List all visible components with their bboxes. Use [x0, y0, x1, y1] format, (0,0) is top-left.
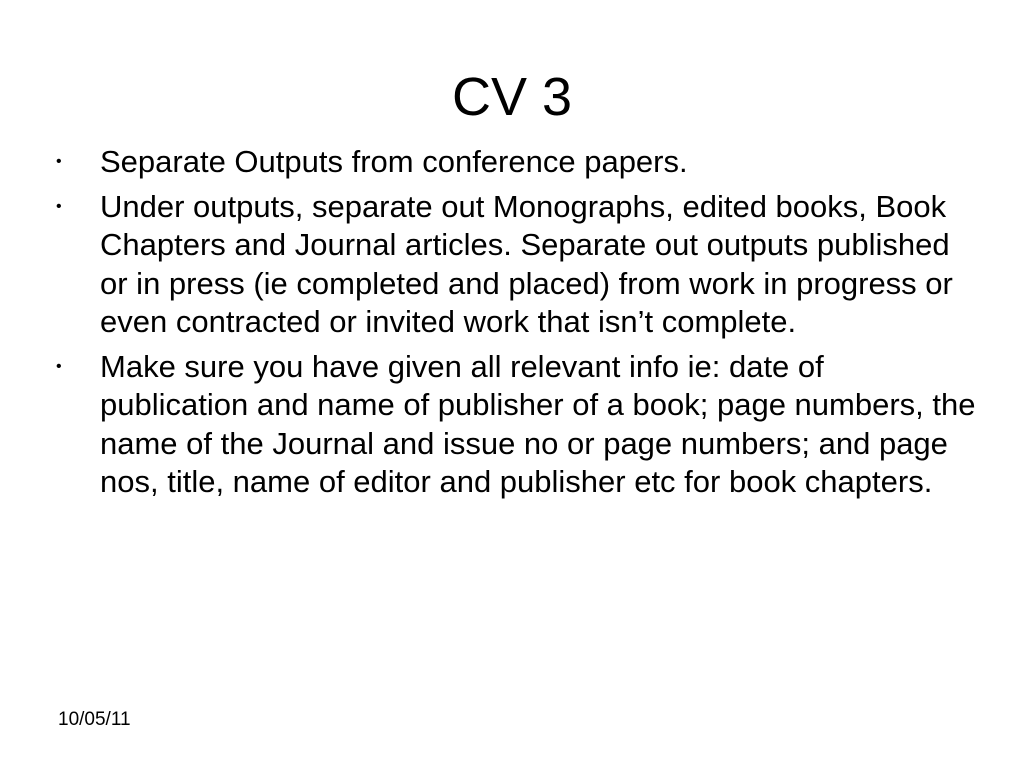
bullet-list — [56, 143, 976, 508]
bullet-marker: • — [56, 153, 62, 170]
bullet-item-outputs-vs-papers — [56, 143, 976, 182]
bullet-marker: • — [56, 197, 62, 215]
slide-title: CV 3 — [451, 67, 573, 127]
bullet-text: Separate Outputs from conference papers. — [100, 144, 688, 179]
bullet-item-separate-output-types — [56, 188, 976, 342]
bullet-marker: • — [56, 357, 62, 375]
bullet-text: Under outputs, separate out Monographs, edited books, Book Chapters and Journal articles. Separate out outputs published or in press (ie completed and placed) from work in progress or even contracted or invited work that isn’t complete. — [100, 188, 953, 339]
footer-date: 10/05/11 — [58, 709, 131, 730]
bullet-text: Make sure you have given all relevant info ie: date of publication and name of publisher of a book; page numbers, the name of the Journal and issue no or page numbers; and page nos, title, name of editor and publisher etc for book chapters. — [100, 348, 976, 499]
bullet-item-relevant-info — [56, 348, 976, 502]
